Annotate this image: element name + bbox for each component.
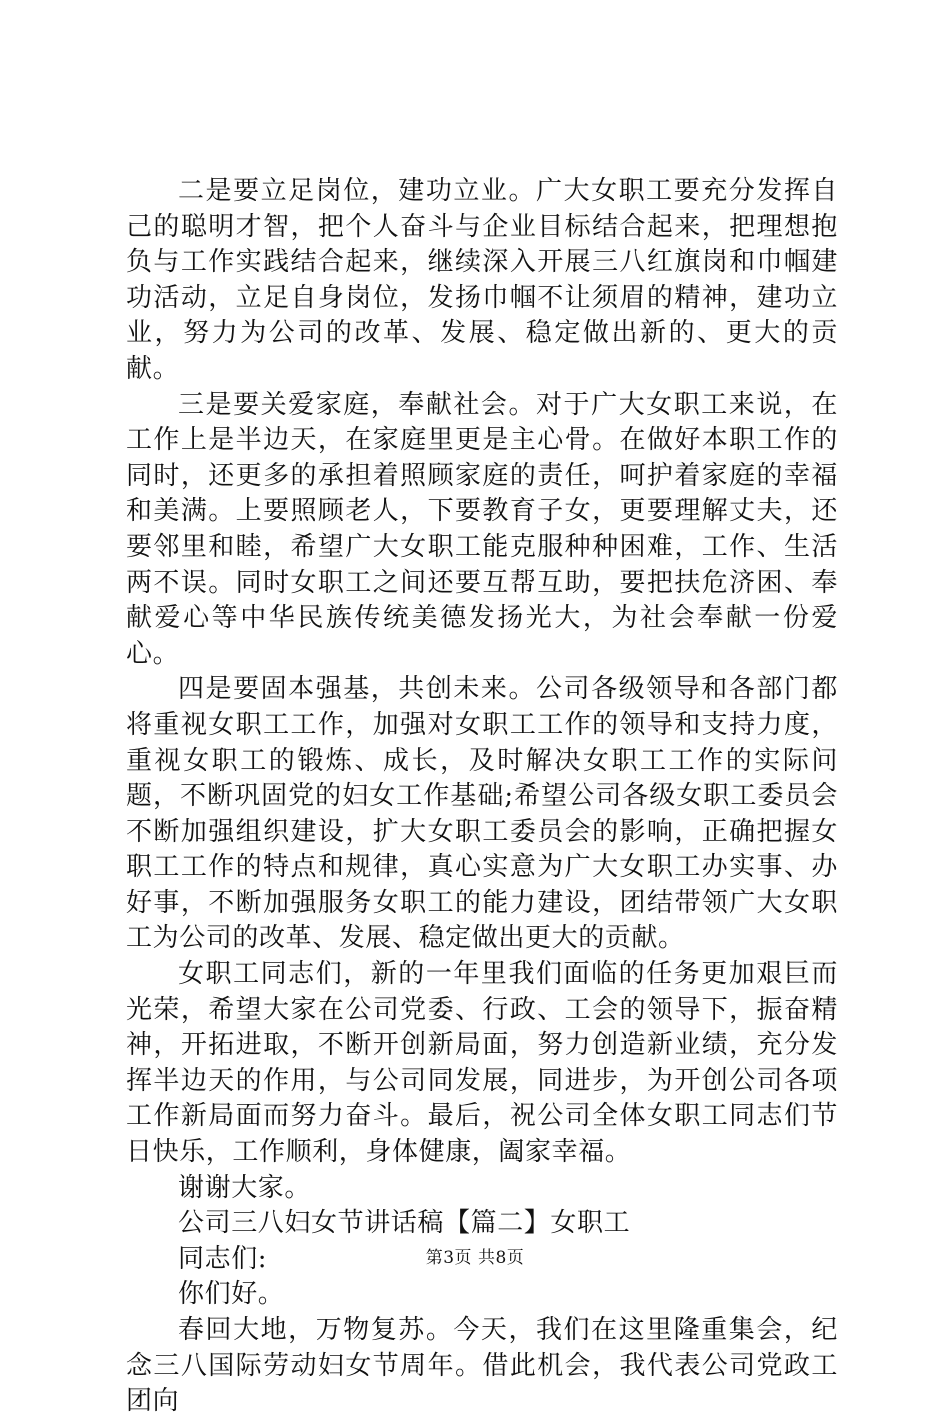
section-heading: 公司三八妇女节讲话稿【篇二】女职工 bbox=[178, 1208, 631, 1239]
paragraph-thanks: 谢谢大家。 bbox=[178, 1172, 312, 1203]
paragraph-1: 二是要立足岗位，建功立业。广大女职工要充分发挥自己的聪明才智，把个人奋斗与企业目标结合起来，把理想抱负与工作实践结合起来，继续深入开展三八红旗岗和巾帼建功活动，立足自身岗位，发扬巾帼不让须眉的精神，建功立业，努力为公司的改革、发展、稳定做出新的、更大的贡献。 bbox=[126, 176, 838, 384]
paragraph-2: 三是要关爱家庭，奉献社会。对于广大女职工来说，在工作上是半边天，在家庭里更是主心骨。在做好本职工作的同时，还更多的承担着照顾家庭的责任，呵护着家庭的幸福和美满。上要照顾老人，下要教育子女，更要理解丈夫，还要邻里和睦，希望广大女职工能克服种种困难，工作、生活两不误。同时女职工之间还要互帮互助，要把扶危济困、奉献爱心等中华民族传统美德发扬光大，为社会奉献一份爱心。 bbox=[126, 389, 838, 669]
greeting: 你们好。 bbox=[178, 1279, 285, 1310]
paragraph-4: 女职工同志们，新的一年里我们面临的任务更加艰巨而光荣，希望大家在公司党委、行政、工会的领导下，振奋精神，开拓进取，不断开创新局面，努力创造新业绩，充分发挥半边天的作用，与公司同发展，同进步，为开创公司各项工作新局面而努力奋斗。最后，祝公司全体女职工同志们节日快乐，工作顺利，身体健康，阖家幸福。 bbox=[126, 959, 838, 1168]
page-footer: 第3页 共8页 bbox=[425, 1248, 525, 1268]
paragraph-5: 春回大地，万物复苏。今天，我们在这里隆重集会，纪念三八国际劳动妇女节周年。借此机会，我代表公司党政工团向 bbox=[126, 1315, 838, 1417]
paragraph-3: 四是要固本强基，共创未来。公司各级领导和各部门都将重视女职工工作，加强对女职工工作的领导和支持力度，重视女职工的锻炼、成长，及时解决女职工工作的实际问题，不断巩固党的妇女工作基础;希望公司各级女职工委员会不断加强组织建设，扩大女职工委员会的影响，正确把握女职工工作的特点和规律，真心实意为广大女职工办实事、办好事，不断加强服务女职工的能力建设，团结带领广大女职工为公司的改革、发展、稳定做出更大的贡献。 bbox=[126, 674, 838, 954]
document-body bbox=[126, 174, 838, 1420]
salutation: 同志们: bbox=[178, 1243, 268, 1274]
